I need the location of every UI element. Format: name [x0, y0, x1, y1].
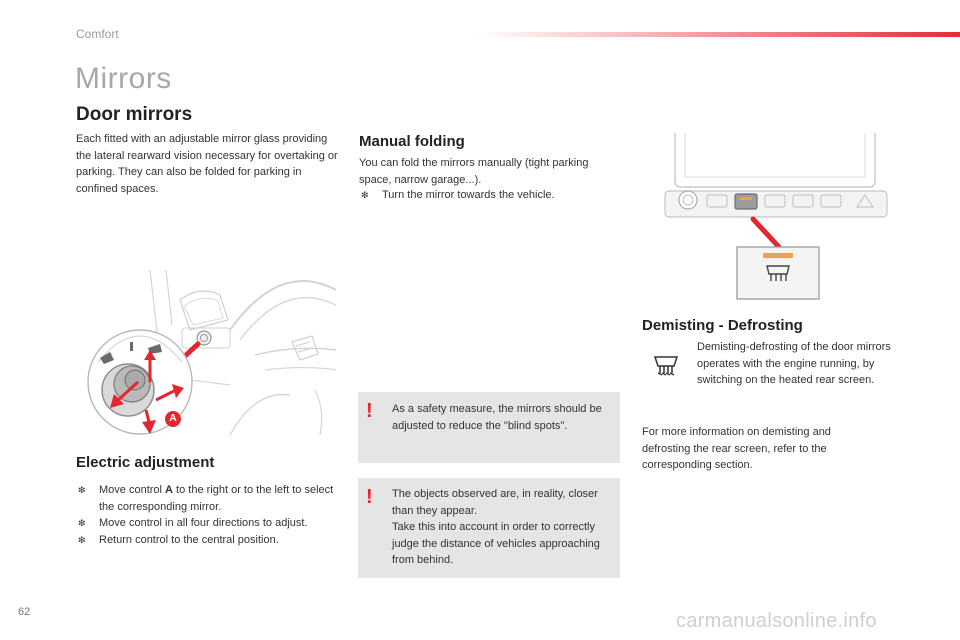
demisting-heading: Demisting - Defrosting	[642, 317, 803, 334]
list-item-text: Move control in all four directions to adjust.	[99, 517, 308, 529]
door-mirrors-intro: Each fitted with an adjustable mirror glass providing the lateral rearward vision necessary for overtaking or parking. They can also be folded for parking in confined spaces.	[76, 133, 338, 195]
electric-adjustment-list	[76, 482, 338, 548]
manual-folding-intro: You can fold the mirrors manually (tight parking space, narrow garage...).	[359, 157, 589, 186]
control-letter: A	[165, 484, 173, 496]
warning-box-distance	[358, 478, 620, 578]
header-accent-bar	[478, 32, 960, 37]
page-number: 62	[18, 606, 31, 618]
demisting-text: Demisting-defrosting of the door mirrors operates with the engine running, by switching on the heated rear screen.	[697, 341, 891, 386]
heated-rear-screen-glyph	[652, 354, 680, 376]
list-item-text: Return control to the central position.	[99, 533, 279, 546]
bullet-icon: ❇	[78, 518, 86, 528]
warning-box-blind-spots	[358, 392, 620, 463]
warning-icon: !	[366, 486, 373, 508]
climate-panel-drawing	[655, 133, 895, 305]
list-item-text: to the right or to the left to select the corresponding mirror.	[99, 484, 334, 513]
electric-adjustment-heading: Electric adjustment	[76, 454, 215, 471]
warning-text	[392, 486, 614, 569]
list-item	[76, 532, 338, 549]
door-mirrors-heading: Door mirrors	[76, 104, 193, 125]
list-item	[76, 515, 338, 532]
demisting-more-info: For more information on demisting and defrosting the rear screen, refer to the corresponding section.	[642, 426, 831, 471]
watermark-text: carmanualsonline.info	[676, 610, 877, 632]
manual-folding-list	[359, 187, 621, 204]
warning-line: Take this into account in order to correctly judge the distance of vehicles approaching from behind.	[392, 521, 600, 566]
bullet-icon: ❇	[78, 485, 86, 495]
climate-panel-illustration	[655, 133, 895, 305]
page-title: Mirrors	[75, 62, 172, 95]
list-item	[359, 187, 621, 204]
warning-text: As a safety measure, the mirrors should be adjusted to reduce the "blind spots".	[392, 403, 602, 432]
section-label: Comfort	[76, 27, 119, 41]
bullet-icon: ❇	[361, 190, 369, 200]
warning-icon: !	[366, 400, 373, 422]
list-item-text: Turn the mirror towards the vehicle.	[382, 189, 555, 201]
control-a-label: A	[165, 411, 181, 427]
list-item	[76, 482, 338, 515]
heated-rear-screen-icon	[652, 354, 680, 376]
manual-folding-heading: Manual folding	[359, 133, 465, 150]
bullet-icon: ❇	[78, 534, 86, 545]
mirror-control-drawing	[80, 270, 336, 440]
list-item-text: Move control	[99, 484, 166, 496]
mirror-control-illustration	[80, 270, 336, 440]
warning-line: The objects observed are, in reality, closer than they appear.	[392, 488, 598, 517]
